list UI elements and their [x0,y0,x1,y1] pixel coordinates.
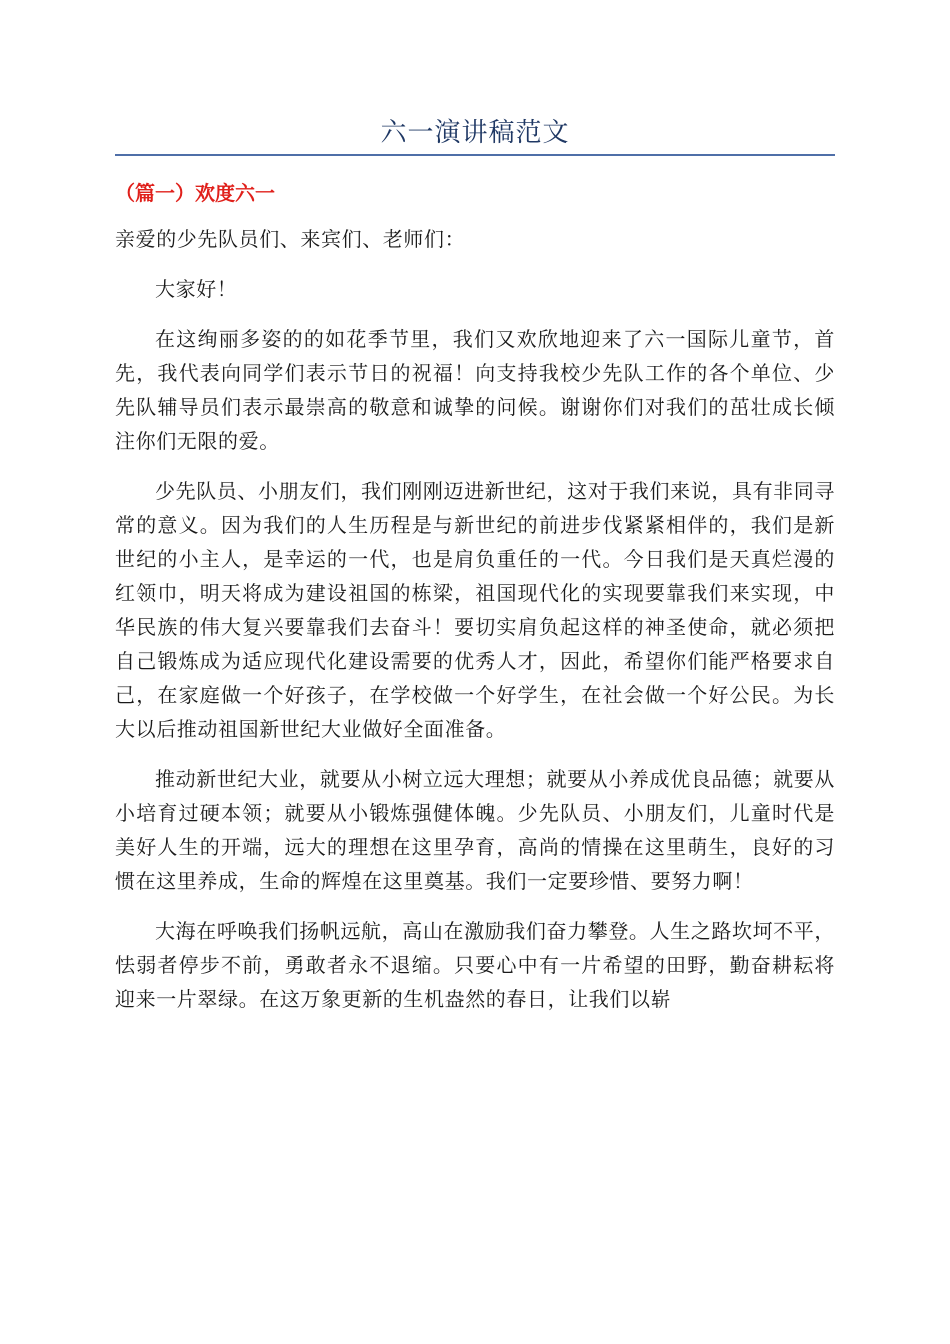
title-underline [115,154,835,156]
document-body [115,222,835,1032]
body-paragraph: 推动新世纪大业，就要从小树立远大理想；就要从小养成优良品德；就要从小培育过硬本领；就要从小锻炼强健体魄。少先队员、小朋友们，儿童时代是美好人生的开端，远大的理想在这里孕育，高尚的情操在这里萌生，良好的习惯在这里养成，生命的辉煌在这里奠基。我们一定要珍惜、要努力啊！ [115,767,835,893]
document-title: 六一演讲稿范文 [380,118,570,148]
document-page [115,0,835,1344]
body-paragraph: 少先队员、小朋友们，我们刚刚迈进新世纪，这对于我们来说，具有非同寻常的意义。因为我们的人生历程是与新世纪的前进步伐紧紧相伴的，我们是新世纪的小主人，是幸运的一代，也是肩负重任的一代。今日我们是天真烂漫的红领巾，明天将成为建设祖国的栋梁，祖国现代化的实现要靠我们来实现，中华民族的伟大复兴要靠我们去奋斗！要切实肩负起这样的神圣使命，就必须把自己锻炼成为适应现代化建设需要的优秀人才，因此，希望你们能严格要求自己，在家庭做一个好孩子，在学校做一个好学生，在社会做一个好公民。为长大以后推动祖国新世纪大业做好全面准备。 [115,479,835,741]
salutation-paragraph: 亲爱的少先队员们、来宾们、老师们： [115,227,466,251]
body-paragraph: 大海在呼唤我们扬帆远航，高山在激励我们奋力攀登。人生之路坎坷不平，怯弱者停步不前，勇敢者永不退缩。只要心中有一片希望的田野，勤奋耕耘将迎来一片翠绿。在这万象更新的生机盎然的春日，让我们以崭 [115,919,835,1011]
body-paragraph: 在这绚丽多姿的的如花季节里，我们又欢欣地迎来了六一国际儿童节，首先，我代表向同学们表示节日的祝福！向支持我校少先队工作的各个单位、少先队辅导员们表示最崇高的敬意和诚挚的问候。谢谢你们对我们的茁壮成长倾注你们无限的爱。 [115,327,835,453]
greeting-paragraph: 大家好！ [155,277,238,301]
section-heading: （篇一）欢度六一 [115,181,275,205]
